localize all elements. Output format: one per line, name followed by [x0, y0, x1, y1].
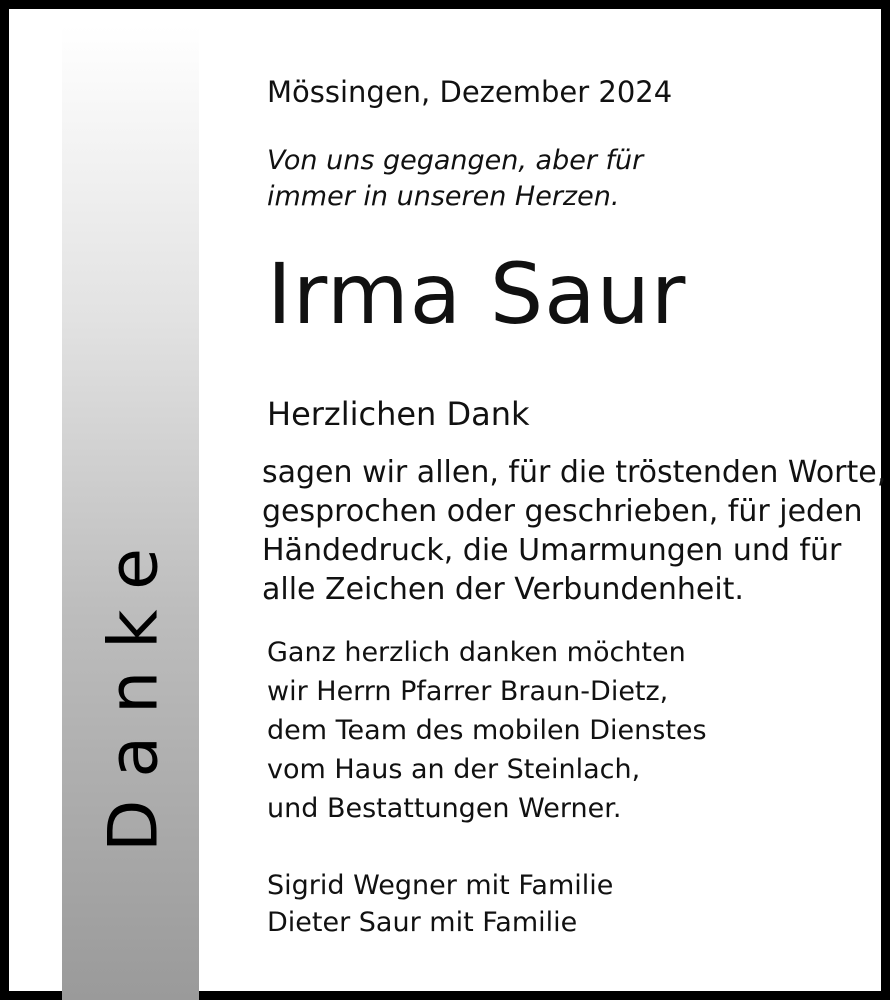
- dateline: Mössingen, Dezember 2024: [267, 75, 673, 109]
- signatures: [267, 867, 613, 941]
- paragraph-line: dem Team des mobilen Dienstes: [267, 715, 707, 746]
- special-thanks-paragraph: [267, 633, 707, 828]
- motto-line: immer in unseren Herzen.: [267, 181, 620, 212]
- signature-line: Sigrid Wegner mit Familie: [267, 870, 614, 901]
- paragraph-line: alle Zeichen der Verbundenheit.: [262, 572, 744, 607]
- paragraph-line: Händedruck, die Umarmungen und für: [262, 533, 842, 568]
- side-label: Danke: [94, 526, 174, 852]
- motto: [267, 143, 643, 215]
- paragraph-line: gesprochen oder geschrieben, für jeden: [262, 494, 863, 529]
- paragraph-line: vom Haus an der Steinlach,: [267, 754, 641, 785]
- paragraph-line: Ganz herzlich danken möchten: [267, 637, 686, 668]
- subheading: Herzlichen Dank: [267, 395, 530, 433]
- paragraph-line: wir Herrn Pfarrer Braun-Dietz,: [267, 676, 669, 707]
- paragraph-line: und Bestattungen Werner.: [267, 793, 622, 824]
- thanks-paragraph: [262, 453, 886, 609]
- side-gradient-bar: [62, 26, 199, 1000]
- motto-line: Von uns gegangen, aber für: [267, 145, 644, 176]
- paragraph-line: sagen wir allen, für die tröstenden Worte,: [262, 455, 887, 490]
- deceased-name: Irma Saur: [267, 245, 687, 343]
- signature-line: Dieter Saur mit Familie: [267, 907, 578, 938]
